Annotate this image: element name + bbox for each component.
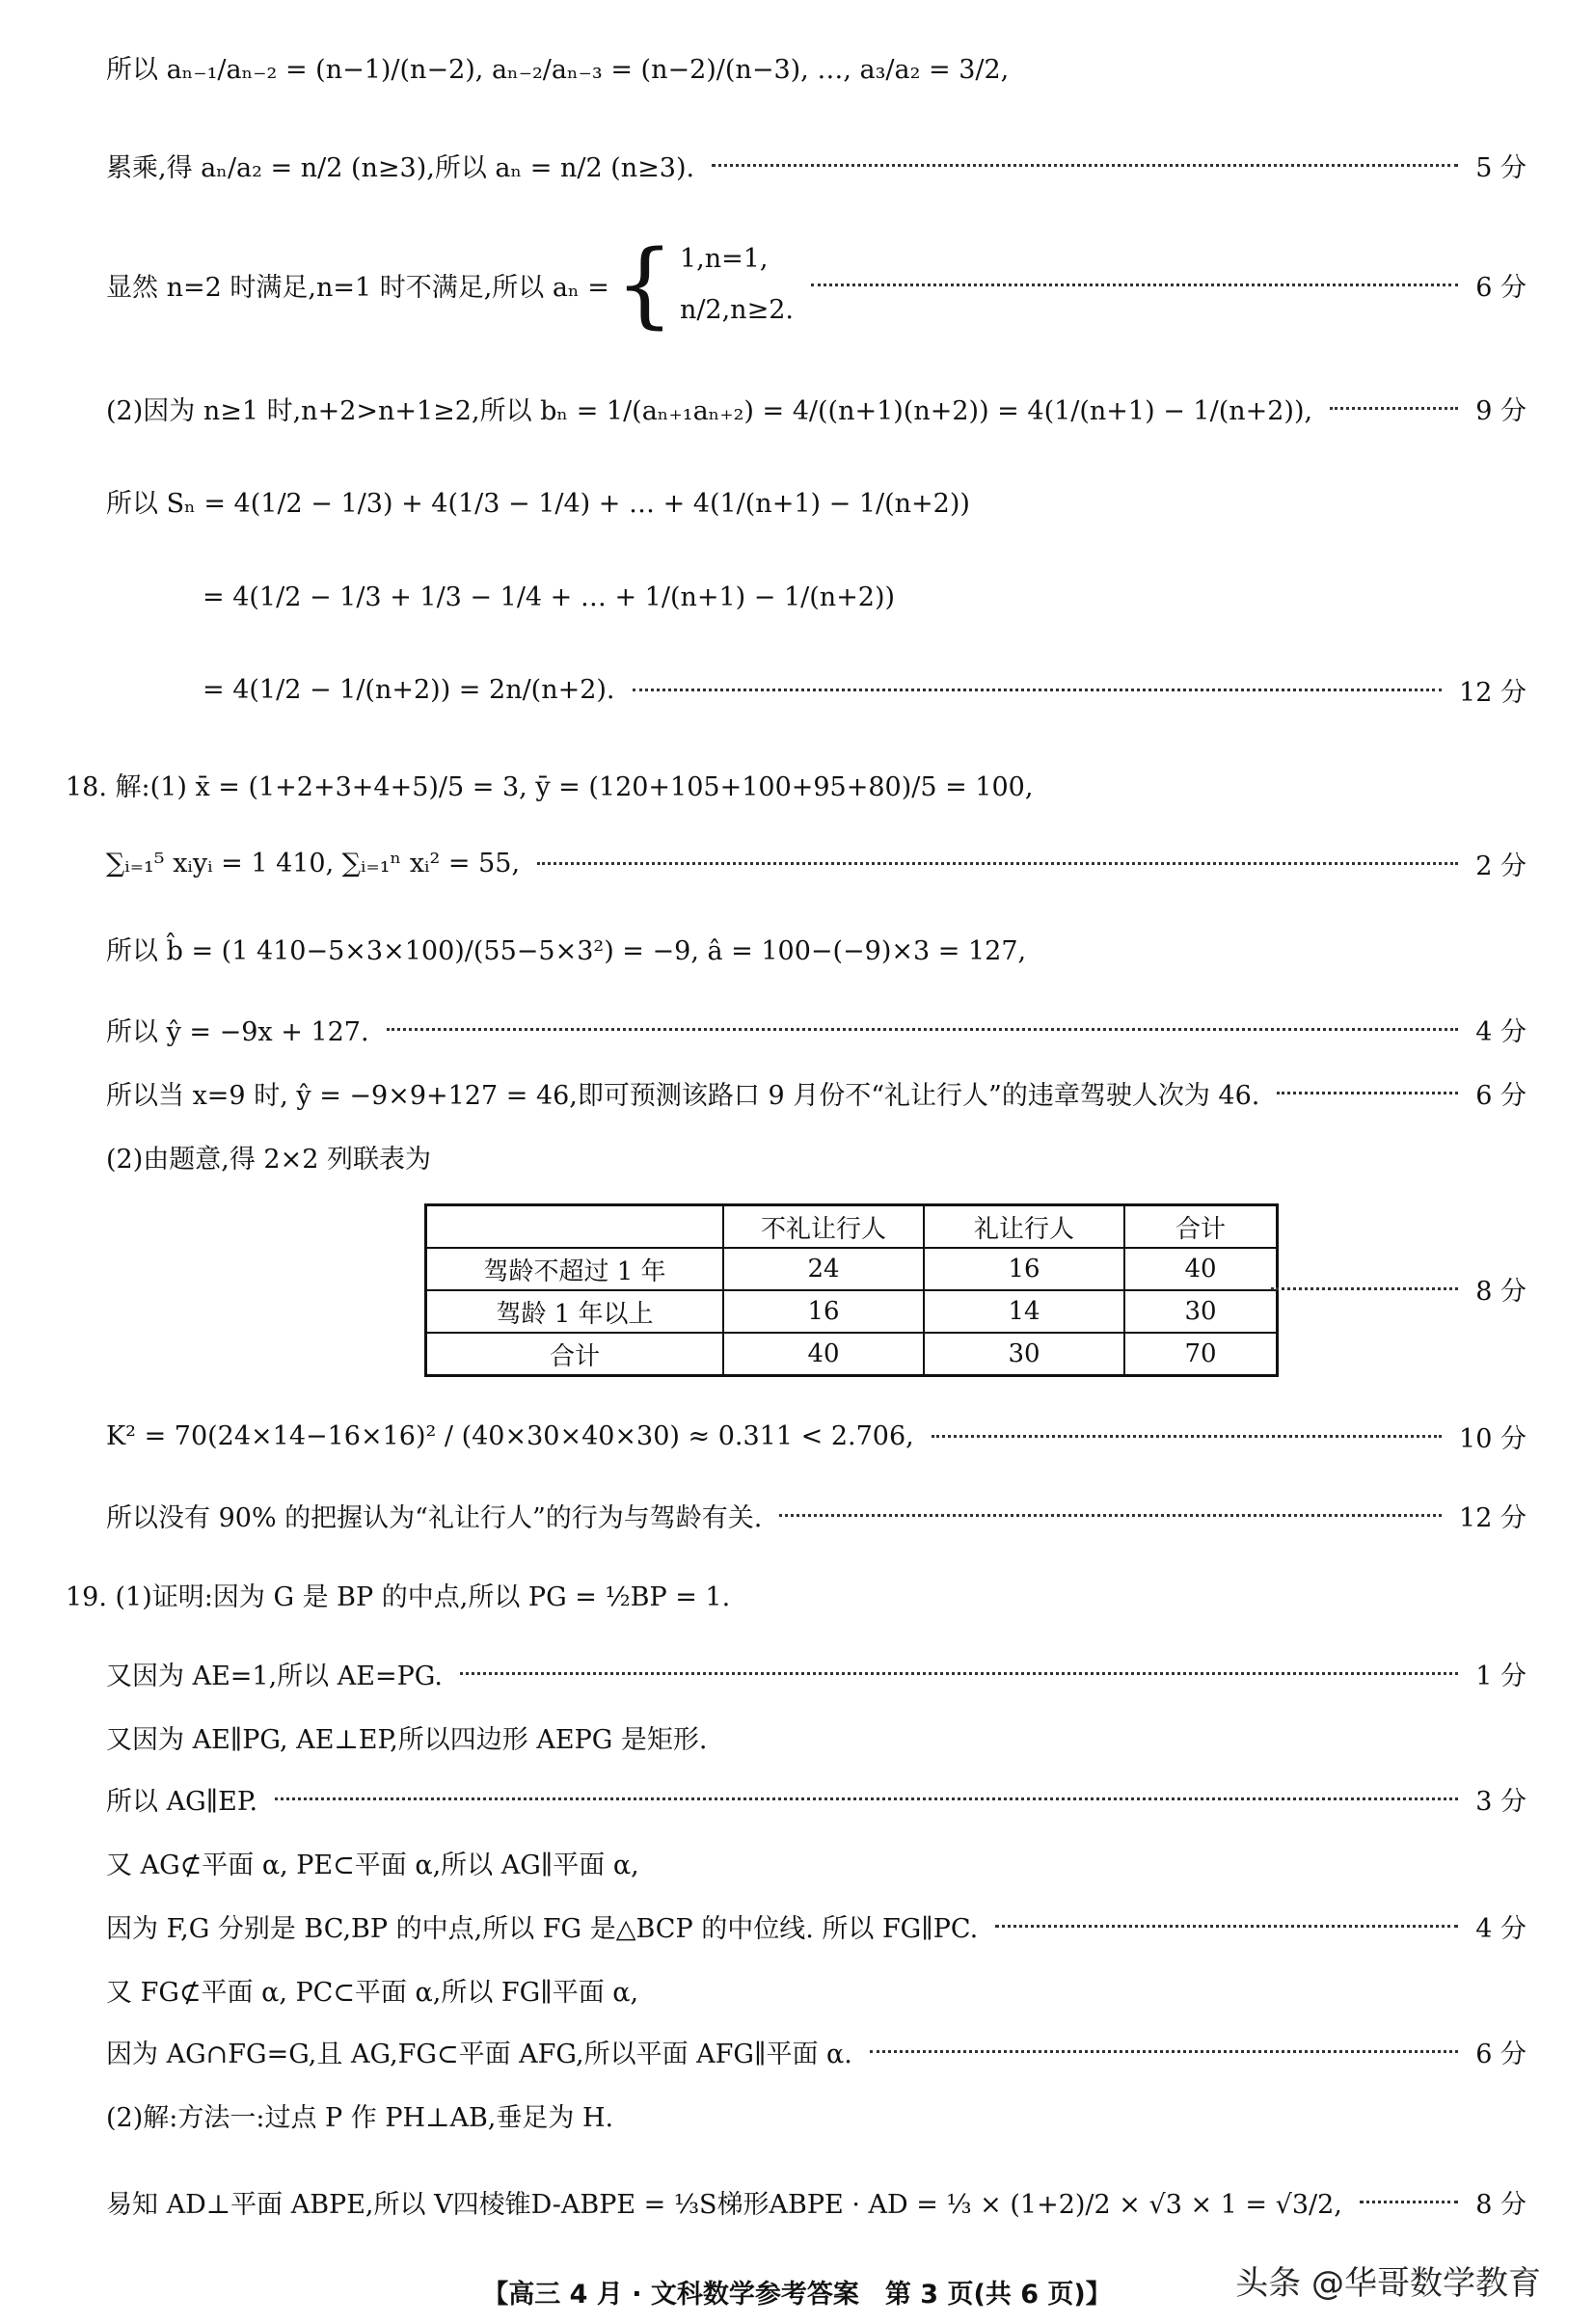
- text: 所以 Sₙ = 4(1/2 − 1/3) + 4(1/3 − 1/4) + … + 4(1/(n+1) − 1/(n+2)): [106, 488, 970, 519]
- text: 18. 解:(1) x̄ = (1+2+3+4+5)/5 = 3, ȳ = (120+105+100+95+80)/5 = 100,: [66, 771, 1034, 802]
- dotted-leader: [712, 164, 1458, 167]
- line-sn: [106, 469, 1526, 532]
- line-rectangle: [106, 1705, 1526, 1769]
- table-row: [426, 1248, 1278, 1290]
- score: 1 分: [1475, 1661, 1526, 1691]
- text: 又因为 AE=1,所以 AE=PG.: [106, 1661, 443, 1691]
- score: 6 分: [1475, 1080, 1526, 1111]
- text: 所以 AG∥EP.: [106, 1786, 258, 1817]
- text: 所以 aₙ₋₁/aₙ₋₂ = (n−1)/(n−2), aₙ₋₂/aₙ₋₃ = (n−2)/(n−3), …, a₃/a₂ = 3/2,: [106, 54, 1010, 85]
- table-cell: 14: [924, 1290, 1124, 1333]
- score: 5 分: [1475, 152, 1526, 183]
- table-cell: 不礼让行人: [723, 1205, 924, 1249]
- table-row: [426, 1290, 1278, 1333]
- text: 所以 b̂ = (1 410−5×3×100)/(55−5×3²) = −9, â = 100−(−9)×3 = 127,: [106, 935, 1027, 966]
- line-midline: [106, 1894, 1526, 1958]
- score: 6 分: [1475, 2039, 1526, 2069]
- text: (2)由题意,得 2×2 列联表为: [106, 1144, 431, 1175]
- line-plane-parallel: [106, 2019, 1526, 2083]
- score: 6 分: [1475, 272, 1526, 303]
- line-b-hat: [106, 916, 1526, 980]
- table-cell: 16: [723, 1290, 924, 1333]
- text: = 4(1/2 − 1/3 + 1/3 − 1/4 + … + 1/(n+1) − 1/(n+2)): [203, 581, 896, 612]
- line-bn: [106, 376, 1526, 440]
- text: K² = 70(24×14−16×16)² / (40×30×40×30) ≈ 0.311 < 2.706,: [106, 1420, 914, 1451]
- line-table-score: [1254, 1257, 1526, 1320]
- score: 12 分: [1459, 677, 1526, 708]
- table-cell: 16: [924, 1248, 1124, 1290]
- dotted-leader: [995, 1925, 1458, 1928]
- table-cell: 驾龄 1 年以上: [426, 1290, 724, 1333]
- table-row: [426, 1333, 1278, 1376]
- table-cell: 40: [1124, 1248, 1278, 1290]
- text: 所以没有 90% 的把握认为“礼让行人”的行为与驾龄有关.: [106, 1502, 763, 1533]
- table-cell: 24: [723, 1248, 924, 1290]
- watermark: 头条 @华哥数学教育: [1235, 2264, 1541, 2303]
- line-volume: [106, 2170, 1526, 2233]
- score: 4 分: [1475, 1913, 1526, 1944]
- text: = 4(1/2 − 1/(n+2)) = 2n/(n+2).: [203, 674, 615, 705]
- line-sn-2: [203, 565, 1526, 629]
- case-2: n/2,n≥2.: [679, 295, 794, 325]
- text: (2)因为 n≥1 时,n+2>n+1≥2,所以 bₙ = 1/(aₙ₊₁aₙ₊₂) = 4/((n+1)(n+2)) = 4(1/(n+1) − 1/(n+2)),: [106, 395, 1313, 426]
- dotted-leader: [633, 689, 1443, 691]
- line-sums: [106, 831, 1526, 895]
- dotted-leader: [811, 284, 1458, 286]
- table-cell: [426, 1205, 724, 1249]
- dotted-leader: [779, 1514, 1442, 1517]
- text: 19. (1)证明:因为 G 是 BP 的中点,所以 PG = ½BP = 1.: [66, 1581, 731, 1612]
- score: 2 分: [1475, 851, 1526, 881]
- text: 因为 AG∩FG=G,且 AG,FG⊂平面 AFG,所以平面 AFG∥平面 α.: [106, 2039, 852, 2069]
- left-brace-icon: {: [614, 230, 674, 338]
- table-cell: 驾龄不超过 1 年: [426, 1248, 724, 1290]
- dotted-leader: [1360, 2201, 1458, 2203]
- dotted-leader: [460, 1672, 1458, 1675]
- line-ag-ep: [106, 1767, 1526, 1830]
- line-q19: [66, 1562, 1526, 1626]
- dotted-leader: [387, 1028, 1459, 1031]
- text: 易知 AD⊥平面 ABPE,所以 V四棱锥D-ABPE = ⅓S梯形ABPE · AD = ⅓ × (1+2)/2 × √3 × 1 = √3/2,: [106, 2189, 1342, 2220]
- text: ∑ᵢ₌₁⁵ xᵢyᵢ = 1 410, ∑ᵢ₌₁ⁿ xᵢ² = 55,: [106, 848, 521, 878]
- text: 又因为 AE∥PG, AE⊥EP,所以四边形 AEPG 是矩形.: [106, 1724, 708, 1755]
- cases: [680, 244, 794, 325]
- page-footer: 【高三 4 月 · 文科数学参考答案 第 3 页(共 6 页)】: [482, 2280, 1112, 2310]
- text: 累乘,得 aₙ/a₂ = n/2 (n≥3),所以 aₙ = n/2 (n≥3).: [106, 152, 695, 183]
- dotted-leader: [1271, 1287, 1458, 1290]
- table-cell: 30: [1124, 1290, 1278, 1333]
- text: (2)解:方法一:过点 P 作 PH⊥AB,垂足为 H.: [106, 2102, 614, 2133]
- line-chi-square: [106, 1404, 1526, 1468]
- line-ae-pg: [106, 1641, 1526, 1705]
- line-ratio-chain: [106, 35, 1526, 98]
- score: 9 分: [1475, 395, 1526, 426]
- table-cell: 合计: [426, 1333, 724, 1376]
- table-cell: 70: [1124, 1333, 1278, 1376]
- score: 4 分: [1475, 1016, 1526, 1047]
- score: 10 分: [1459, 1423, 1526, 1454]
- line-method-one: [106, 2083, 1526, 2147]
- case-1: 1,n=1,: [679, 244, 769, 274]
- line-q18-means: [66, 752, 1526, 816]
- line-conclusion: [106, 1483, 1526, 1547]
- table-cell: 合计: [1124, 1205, 1278, 1249]
- line-sn-3: [203, 658, 1526, 721]
- line-regression: [106, 997, 1526, 1061]
- text: 又 FG⊄平面 α, PC⊂平面 α,所以 FG∥平面 α,: [106, 1977, 639, 2008]
- text: 又 AG⊄平面 α, PE⊂平面 α,所以 AG∥平面 α,: [106, 1850, 639, 1880]
- table-cell: 30: [924, 1333, 1124, 1376]
- dotted-leader: [1277, 1092, 1458, 1094]
- score: 8 分: [1475, 1276, 1526, 1307]
- score: 3 分: [1475, 1786, 1526, 1817]
- line-fg-plane: [106, 1958, 1526, 2021]
- contingency-table: [424, 1203, 1279, 1377]
- line-prediction: [106, 1061, 1526, 1124]
- score: 12 分: [1459, 1502, 1526, 1533]
- dotted-leader: [932, 1435, 1442, 1438]
- dotted-leader: [275, 1797, 1458, 1800]
- text: 因为 F,G 分别是 BC,BP 的中点,所以 FG 是△BCP 的中位线. 所以 FG∥PC.: [106, 1913, 979, 1944]
- dotted-leader: [537, 862, 1458, 865]
- table-cell: 礼让行人: [924, 1205, 1124, 1249]
- score: 8 分: [1475, 2189, 1526, 2220]
- line-cumulative-product: [106, 133, 1526, 197]
- line-ag-plane: [106, 1830, 1526, 1894]
- text: 显然 n=2 时满足,n=1 时不满足,所以 aₙ =: [106, 272, 609, 303]
- table-cell: 40: [723, 1333, 924, 1376]
- line-piecewise: [106, 222, 1526, 347]
- dotted-leader: [1330, 407, 1458, 410]
- text: 所以当 x=9 时, ŷ = −9×9+127 = 46,即可预测该路口 9 月份不“礼让行人”的违章驾驶人次为 46.: [106, 1080, 1260, 1111]
- dotted-leader: [870, 2050, 1458, 2053]
- text: 所以 ŷ = −9x + 127.: [106, 1016, 369, 1047]
- line-table-intro: [106, 1124, 1526, 1188]
- table-header-row: [426, 1205, 1278, 1249]
